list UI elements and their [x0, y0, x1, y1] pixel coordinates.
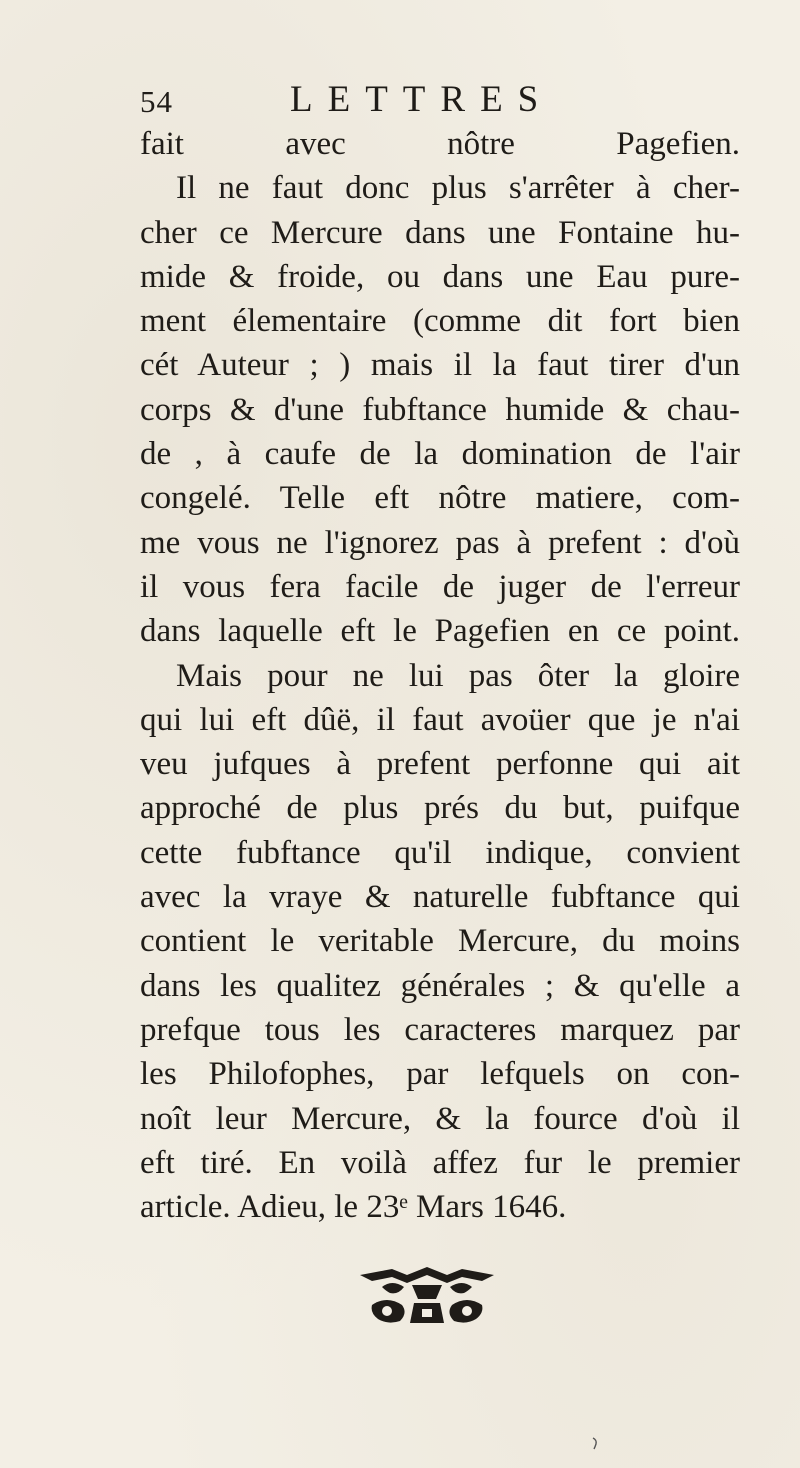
text-line: dans laquelle eft le Pagefien en ce point.	[140, 613, 740, 650]
text-line: corps & d'une fubftance humide & chau-	[140, 391, 740, 428]
text-line: contient le veritable Mercure, du moins	[140, 923, 740, 960]
typographic-ornament-icon	[352, 1265, 502, 1327]
text-line: me vous ne l'ignorez pas à prefent : d'où	[140, 524, 740, 561]
text-line: il vous fera facile de juger de l'erreur	[140, 568, 740, 605]
text-line: de , à caufe de la domination de l'air	[140, 436, 740, 473]
text-line: Il ne faut donc plus s'arrêter à cher-	[176, 170, 740, 207]
text-line: cher ce Mercure dans une Fontaine hu-	[140, 214, 740, 251]
page-number: 54	[140, 84, 173, 119]
text-line: congelé. Telle eft nôtre matiere, com-	[140, 480, 740, 517]
text-line: les Philofophes, par lefquels on con-	[140, 1056, 740, 1093]
text-line: eft tiré. En voilà affez fur le premier	[140, 1144, 740, 1181]
text-line: Mais pour ne lui pas ôter la gloire	[176, 657, 740, 694]
text-line: approché de plus prés du but, puifque	[140, 790, 740, 827]
text-line: noît leur Mercure, & la fource d'où il	[140, 1100, 740, 1137]
text-line: article. Adieu, le 23ᵉ Mars 1646.	[140, 1189, 567, 1226]
text-line: cét Auteur ; ) mais il la faut tirer d'un	[140, 347, 740, 384]
text-line: cette fubftance qu'il indique, convient	[140, 834, 740, 871]
text-line: dans les qualitez générales ; & qu'elle a	[140, 967, 740, 1004]
small-mark-icon	[591, 1436, 599, 1450]
text-line: veu jufques à prefent perfonne qui ait	[140, 746, 740, 783]
text-line: prefque tous les caracteres marquez par	[140, 1011, 740, 1048]
text-line: ment élementaire (comme dit fort bien	[140, 303, 740, 340]
text-line: fait avec nôtre Pagefien.	[140, 126, 740, 162]
text-line: qui lui eft dûë, il faut avoüer que je n'ai	[140, 701, 740, 738]
text-line: avec la vraye & naturelle fubftance qui	[140, 879, 740, 916]
running-title: LETTRES	[290, 79, 554, 120]
letter-body	[140, 122, 740, 1229]
text-line: mide & froide, ou dans une Eau pure-	[140, 258, 740, 295]
page-header	[140, 78, 740, 128]
